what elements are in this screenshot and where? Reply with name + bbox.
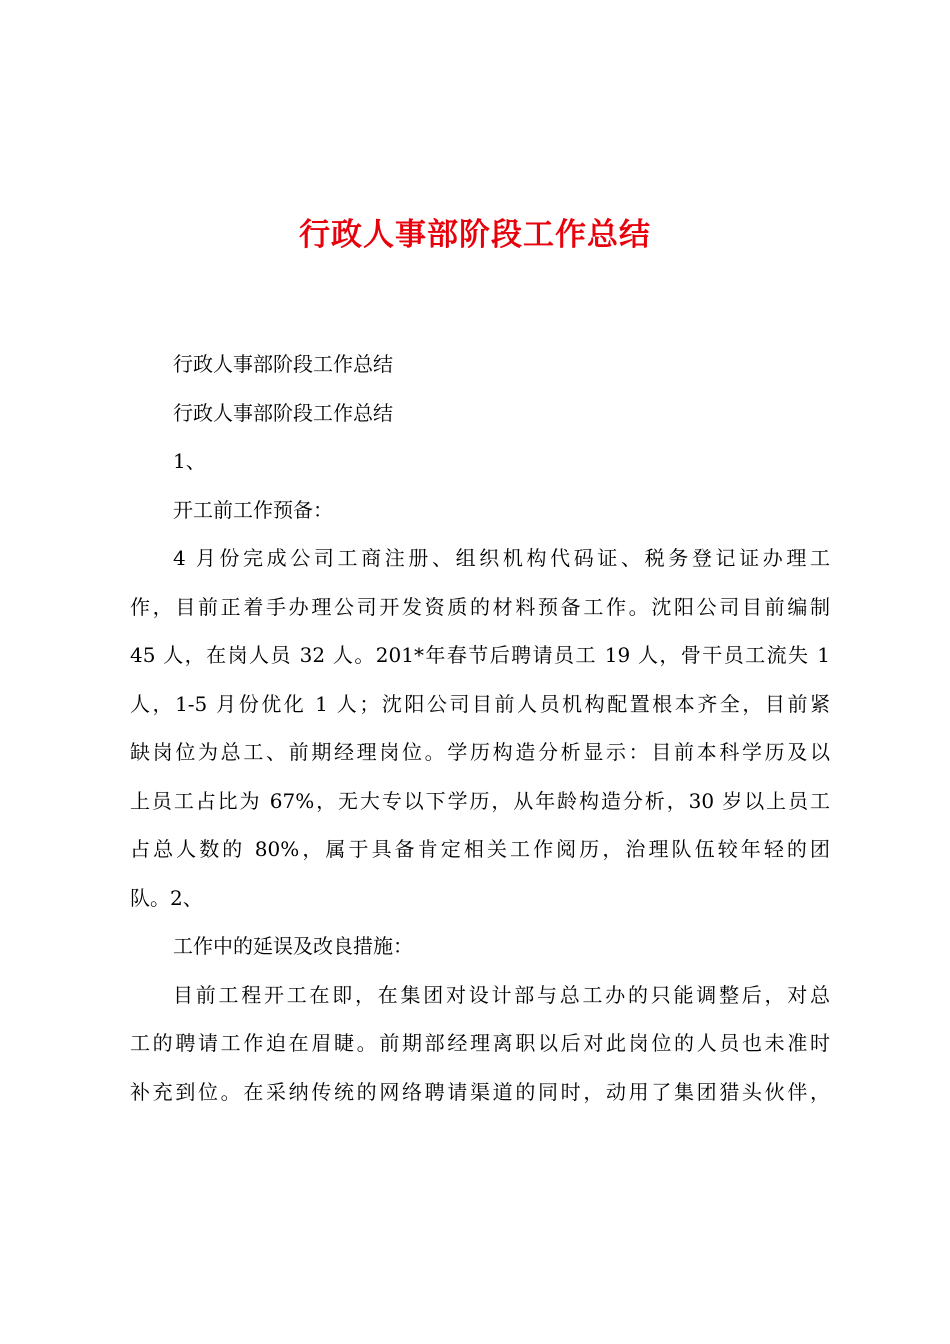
body-line: 补充到位。在采纳传统的网络聘请渠道的同时，动用了集团猎头伙伴，	[130, 1079, 830, 1104]
document-title: 行政人事部阶段工作总结	[299, 217, 651, 253]
body-line: 上员工占比为 67%，无大专以下学历，从年龄构造分析，30 岁以上员工	[130, 788, 830, 813]
body-line: 工的聘请工作迫在眉睫。前期部经理离职以后对此岗位的人员也未准时	[130, 1031, 830, 1055]
body-line: 占总人数的 80%，属于具备肯定相关工作阅历，治理队伍较年轻的团	[130, 837, 830, 861]
body-line: 目前工程开工在即，在集团对设计部与总工办的只能调整后，对总	[173, 982, 830, 1007]
body-line: 队。2、	[130, 885, 203, 910]
body-line: 1、	[173, 449, 206, 473]
body-line: 开工前工作预备：	[173, 497, 333, 522]
document-body	[130, 340, 830, 1116]
body-line: 45 人，在岗人员 32 人。201*年春节后聘请员工 19 人，骨干员工流失 1	[130, 643, 830, 667]
body-line: 行政人事部阶段工作总结	[173, 352, 393, 376]
body-line: 4 月份完成公司工商注册、组织机构代码证、税务登记证办理工	[173, 546, 830, 570]
body-line: 作，目前正着手办理公司开发资质的材料预备工作。沈阳公司目前编制	[130, 594, 830, 619]
body-line: 工作中的延误及改良措施：	[173, 934, 413, 958]
body-line: 人，1-5 月份优化 1 人；沈阳公司目前人员机构配置根本齐全，目前紧	[130, 691, 830, 716]
body-line: 行政人事部阶段工作总结	[173, 400, 393, 425]
body-line: 缺岗位为总工、前期经理岗位。学历构造分析显示：目前本科学历及以	[130, 740, 830, 764]
